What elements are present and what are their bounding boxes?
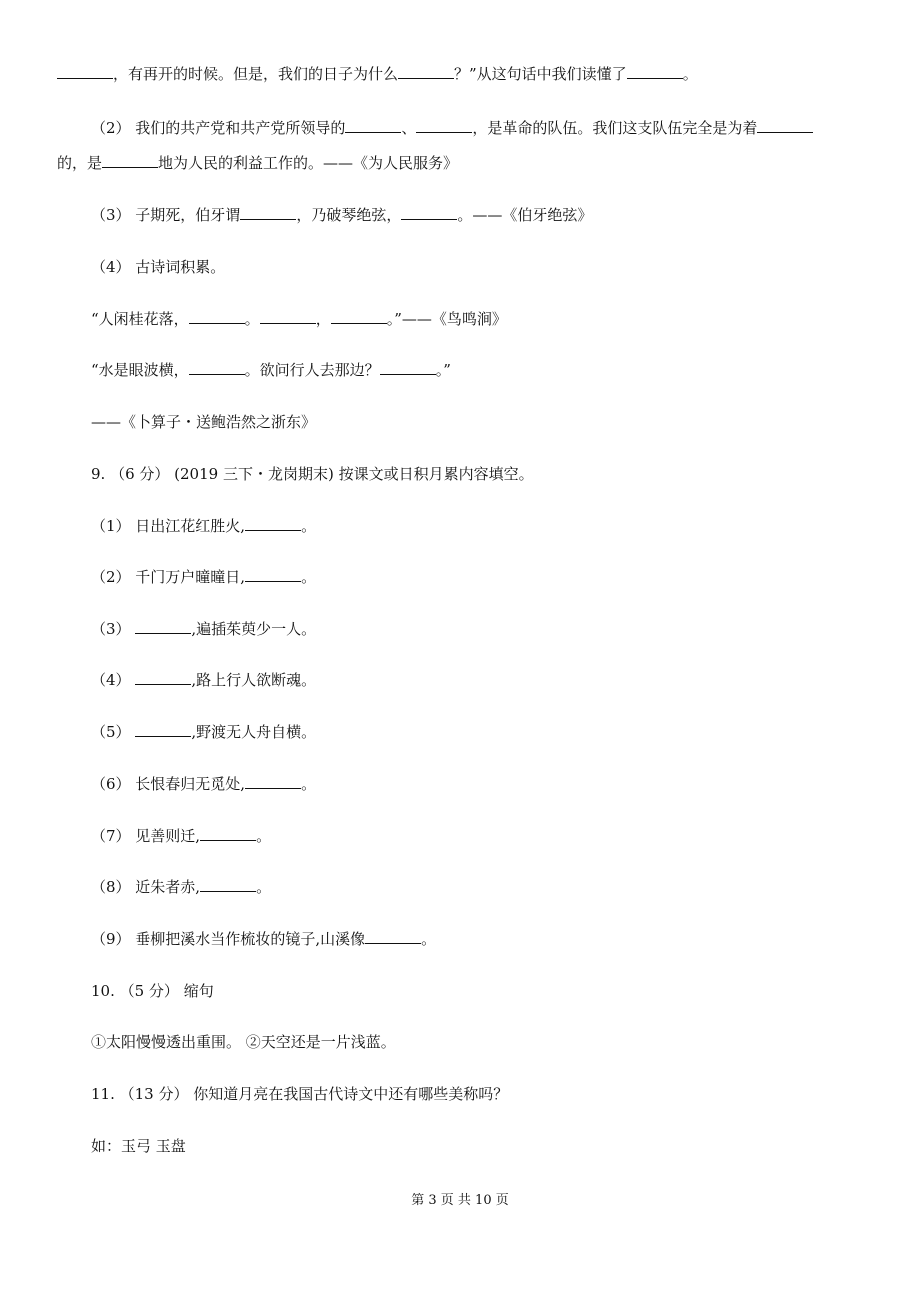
question-11-header: 11. （13 分） 你知道月亮在我国古代诗文中还有哪些美称吗？: [91, 1085, 509, 1103]
text-line-6: “人闲桂花落， 。 ， 。”——《鸟鸣涧》: [91, 310, 507, 328]
blank: [260, 310, 316, 324]
question-9-item-5: （5） ,野渡无人舟自横。: [91, 723, 317, 741]
text-line-7: “水是眼波横， 。欲问行人去那边？ 。”: [91, 361, 451, 379]
question-9-item-8: （8） 近朱者赤, 。: [91, 878, 272, 896]
blank: [757, 119, 813, 133]
blank: [398, 65, 454, 79]
question-10-header: 10. （5 分） 缩句: [91, 982, 214, 1000]
blank: [189, 361, 245, 375]
text-line-8: ——《卜算子・送鲍浩然之浙东》: [91, 413, 317, 431]
blank: [345, 119, 401, 133]
blank: [245, 517, 301, 531]
blank: [365, 930, 421, 944]
blank: [102, 154, 158, 168]
blank: [245, 775, 301, 789]
blank: [401, 206, 457, 220]
blank: [331, 310, 387, 324]
blank: [189, 310, 245, 324]
text-line-4: （3） 子期死，伯牙谓 ，乃破琴绝弦， 。——《伯牙绝弦》: [91, 206, 593, 224]
blank: [380, 361, 436, 375]
blank: [416, 119, 472, 133]
question-9-header: 9. （6 分） (2019 三下・龙岗期末) 按课文或日积月累内容填空。: [91, 465, 534, 483]
blank: [57, 65, 113, 79]
question-9-item-6: （6） 长恨春归无觅处, 。: [91, 775, 317, 793]
text-line-3: 的，是 地为人民的利益工作的。——《为人民服务》: [57, 154, 459, 172]
question-9-item-4: （4） ,路上行人欲断魂。: [91, 671, 317, 689]
question-9-item-3: （3） ,遍插茱萸少一人。: [91, 620, 317, 638]
page-footer: 第 3 页 共 10 页: [411, 1193, 509, 1208]
blank: [240, 206, 296, 220]
blank: [135, 671, 191, 685]
question-9-item-7: （7） 见善则迁, 。: [91, 827, 272, 845]
blank: [200, 827, 256, 841]
blank: [200, 878, 256, 892]
blank: [627, 65, 683, 79]
blank: [135, 620, 191, 634]
blank: [245, 568, 301, 582]
question-10-body: ①太阳慢慢透出重围。 ②天空还是一片浅蓝。: [91, 1033, 396, 1051]
text-line-5: （4） 古诗词积累。: [91, 258, 226, 276]
question-9-item-2: （2） 千门万户曈曈日, 。: [91, 568, 317, 586]
text-line-1: ，有再开的时候。但是，我们的日子为什么 ？”从这句话中我们读懂了 。: [57, 64, 698, 84]
text-line-2: （2） 我们的共产党和共产党所领导的 、 ，是革命的队伍。我们这支队伍完全是为着: [91, 118, 813, 138]
question-11-body: 如：玉弓 玉盘: [91, 1137, 186, 1155]
question-9-item-9: （9） 垂柳把溪水当作梳妆的镜子,山溪像 。: [91, 930, 437, 948]
question-9-item-1: （1） 日出江花红胜火, 。: [91, 517, 317, 535]
blank: [135, 723, 191, 737]
